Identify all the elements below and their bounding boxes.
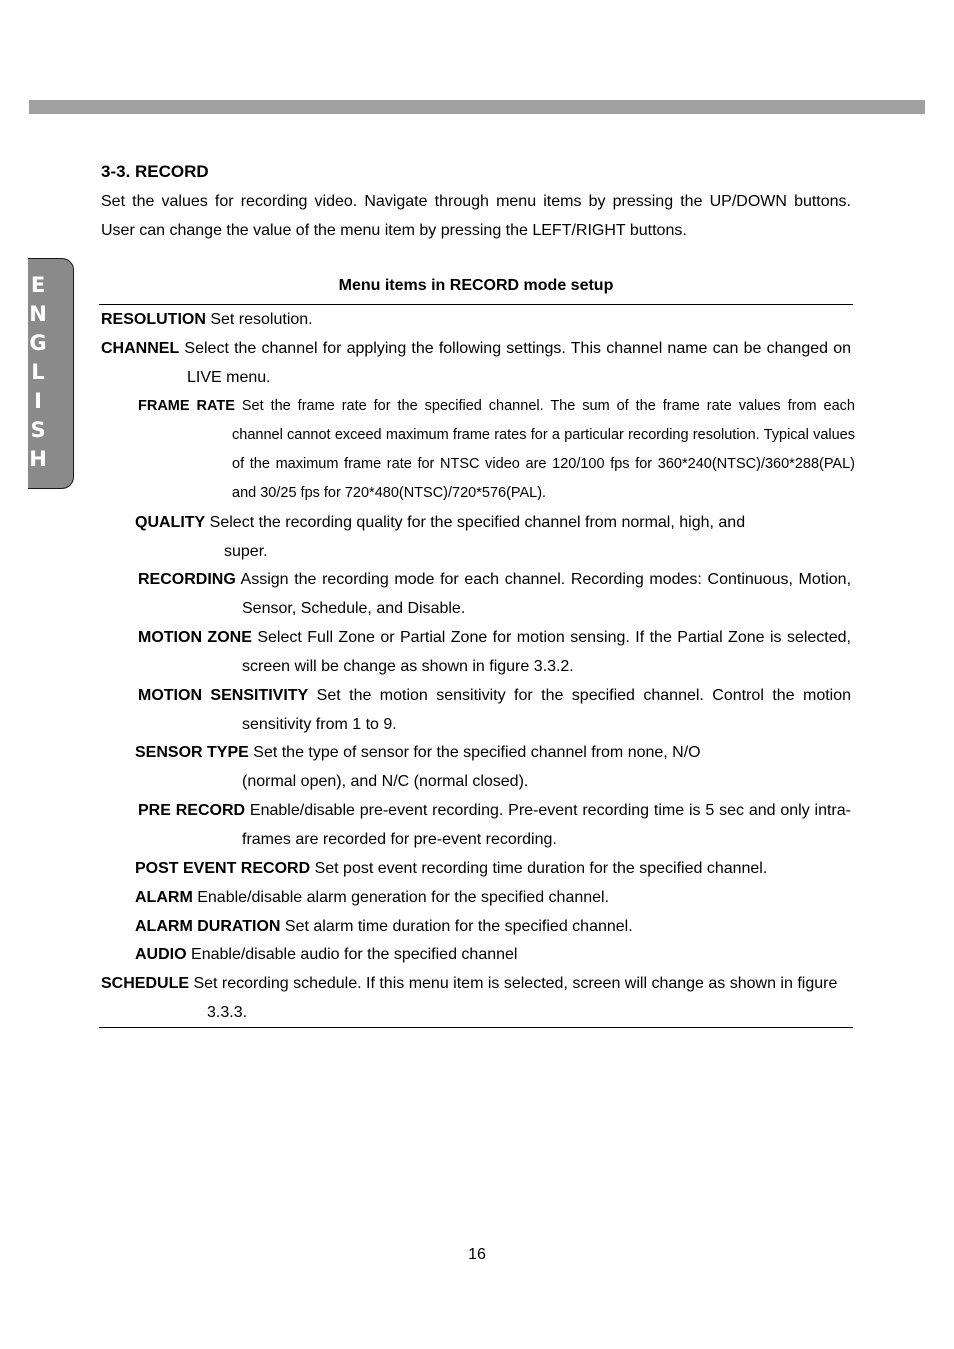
menu-item-term: PRE RECORD (138, 802, 246, 819)
menu-item-resolution (101, 305, 853, 334)
menu-item-term: ALARM DURATION (135, 918, 281, 935)
menu-item-description: Set the frame rate for the specified channel. The sum of the frame rate values from each channel cannot exceed maximum frame rates for a particular recording resolution. Typical values of the maximum frame rate for NTSC video are 120/100 fps for 360*240(NTSC)/360*288(PAL) and 30/25 fps for 720*480(NTSC)/720*576(PAL). (232, 398, 855, 501)
menu-item-audio (135, 940, 851, 969)
menu-item-term: POST EVENT RECORD (135, 860, 311, 877)
menu-item-term: AUDIO (135, 946, 187, 963)
menu-item-term: ALARM (135, 889, 193, 906)
menu-item-recording (138, 565, 851, 623)
menu-item-description: Set alarm time duration for the specified channel. (284, 918, 633, 935)
menu-item-description: Enable/disable alarm generation for the specified channel. (197, 889, 610, 906)
menu-item-description: Set resolution. (210, 311, 313, 328)
menu-item-description: Assign the recording mode for each channel. Recording modes: Continuous, Motion, Sensor, Schedule, and Disable. (240, 571, 852, 617)
menu-item-post-event-record (135, 854, 851, 883)
menu-item-motion-zone (138, 623, 851, 681)
section-intro: Set the values for recording video. Navigate through menu items by pressing the UP/DOWN buttons. User can change the value of the menu item by pressing the LEFT/RIGHT buttons. (101, 193, 851, 239)
menu-item-term: SCHEDULE (101, 975, 190, 992)
menu-item-frame-rate (138, 392, 855, 508)
table-bottom-rule (99, 1027, 853, 1028)
menu-item-term: QUALITY (135, 514, 206, 531)
section-title: 3-3. RECORD (101, 162, 209, 181)
language-tab (28, 258, 74, 489)
menu-item-quality (135, 508, 785, 566)
menu-item-description: Set the type of sensor for the specified channel from none, N/O (normal open), and N/C (normal closed). (242, 744, 701, 790)
menu-item-term: FRAME RATE (138, 398, 235, 414)
menu-item-alarm-duration (135, 912, 851, 941)
menu-item-motion-sensitivity (138, 681, 851, 739)
menu-item-pre-record (138, 796, 851, 854)
menu-item-description: Set recording schedule. If this menu item is selected, screen will change as shown in figure 3.3.3. (193, 975, 838, 1021)
menu-item-term: MOTION ZONE (138, 629, 252, 646)
header-bar (29, 100, 925, 114)
menu-item-term: CHANNEL (101, 340, 180, 357)
menu-item-schedule (101, 969, 851, 1027)
menu-item-channel (101, 334, 851, 392)
menu-item-description: Select the channel for applying the following settings. This channel name can be changed on LIVE menu. (184, 340, 852, 386)
language-tab-label: ENGLISH (29, 273, 47, 471)
menu-item-term: MOTION SENSITIVITY (138, 687, 309, 704)
menu-item-description: Select the recording quality for the specified channel from normal, high, and super. (209, 514, 746, 560)
menu-item-term: RECORDING (138, 571, 236, 588)
menu-item-term: RESOLUTION (101, 311, 206, 328)
menu-item-description: Enable/disable audio for the specified channel (191, 946, 518, 963)
menu-item-alarm (135, 883, 851, 912)
menu-item-description: Select Full Zone or Partial Zone for motion sensing. If the Partial Zone is selected, screen will be change as shown in figure 3.3.2. (242, 629, 851, 675)
menu-item-description: Set post event recording time duration for the specified channel. (314, 860, 768, 877)
menu-table-title: Menu items in RECORD mode setup (338, 277, 614, 294)
menu-item-description: Enable/disable pre-event recording. Pre-event recording time is 5 sec and only intra-frames are recorded for pre-event recording. (242, 802, 851, 848)
page-number: 16 (468, 1246, 486, 1263)
menu-item-term: SENSOR TYPE (135, 744, 249, 761)
menu-item-description: Set the motion sensitivity for the specified channel. Control the motion sensitivity from 1 to 9. (242, 687, 852, 733)
menu-item-sensor-type (135, 738, 735, 796)
